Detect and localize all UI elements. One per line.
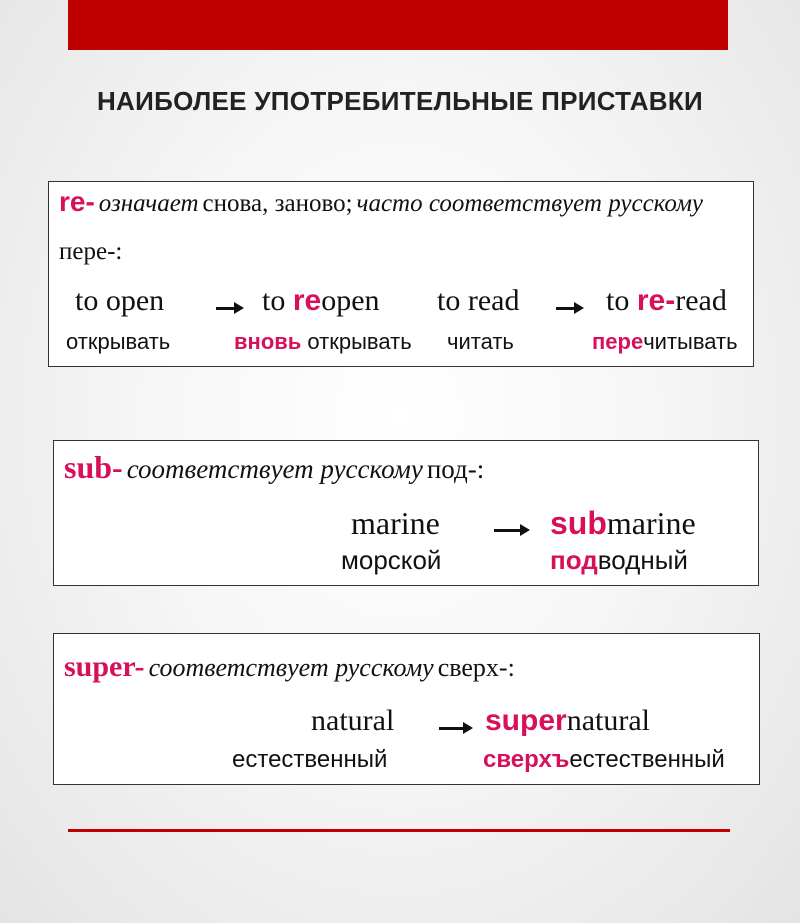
sub-result-word: submarine bbox=[550, 505, 696, 541]
re-desc-plain-1: снова, заново; bbox=[202, 190, 353, 217]
card-sub-prefix bbox=[53, 440, 759, 586]
sub-description-line bbox=[64, 449, 484, 486]
re-example-word-3: to read bbox=[437, 284, 520, 317]
re-description-line1 bbox=[59, 186, 703, 218]
sub-desc-italic: соответствует русскому bbox=[126, 454, 423, 484]
arrow-icon bbox=[494, 529, 524, 532]
re-prefix-tag: re- bbox=[59, 186, 95, 217]
arrow-icon bbox=[439, 727, 467, 730]
super-prefix-tag: super- bbox=[64, 650, 145, 683]
super-description-line bbox=[64, 650, 515, 684]
top-accent-bar bbox=[68, 0, 728, 50]
re-example-tr-4: перечитывать bbox=[592, 329, 738, 354]
page-title: НАИБОЛЕЕ УПОТРЕБИТЕЛЬНЫЕ ПРИСТАВКИ bbox=[96, 86, 704, 116]
card-re-prefix bbox=[48, 181, 754, 367]
super-base-translation: естественный bbox=[232, 746, 388, 773]
re-example-tr-1: открывать bbox=[66, 329, 171, 354]
re-example-word-1: to open bbox=[75, 284, 165, 317]
re-desc-italic-1: означает bbox=[98, 190, 199, 217]
sub-base-translation: морской bbox=[341, 545, 442, 575]
sub-prefix-tag: sub- bbox=[64, 449, 123, 485]
card-super-prefix bbox=[53, 633, 760, 785]
super-desc-plain: сверх-: bbox=[437, 653, 515, 682]
re-example-tr-3: читать bbox=[447, 329, 514, 354]
re-example-word-4: to re-read bbox=[606, 284, 727, 317]
sub-base-word: marine bbox=[351, 505, 440, 541]
re-example-tr-2: вновь открывать bbox=[234, 329, 412, 354]
re-description-line2: пере-: bbox=[59, 238, 123, 265]
super-desc-italic: соответствует русскому bbox=[148, 653, 434, 682]
sub-desc-plain: под-: bbox=[426, 454, 485, 484]
bottom-accent-line bbox=[68, 829, 730, 832]
re-example-word-2: to reopen bbox=[262, 284, 380, 317]
super-result-word: supernatural bbox=[485, 704, 650, 737]
re-desc-italic-2: часто соответствует русскому bbox=[356, 190, 704, 217]
arrow-icon bbox=[216, 307, 238, 310]
sub-result-translation: подводный bbox=[550, 545, 688, 575]
super-result-translation: сверхъестественный bbox=[483, 746, 725, 773]
super-base-word: natural bbox=[311, 704, 395, 737]
arrow-icon bbox=[556, 307, 578, 310]
